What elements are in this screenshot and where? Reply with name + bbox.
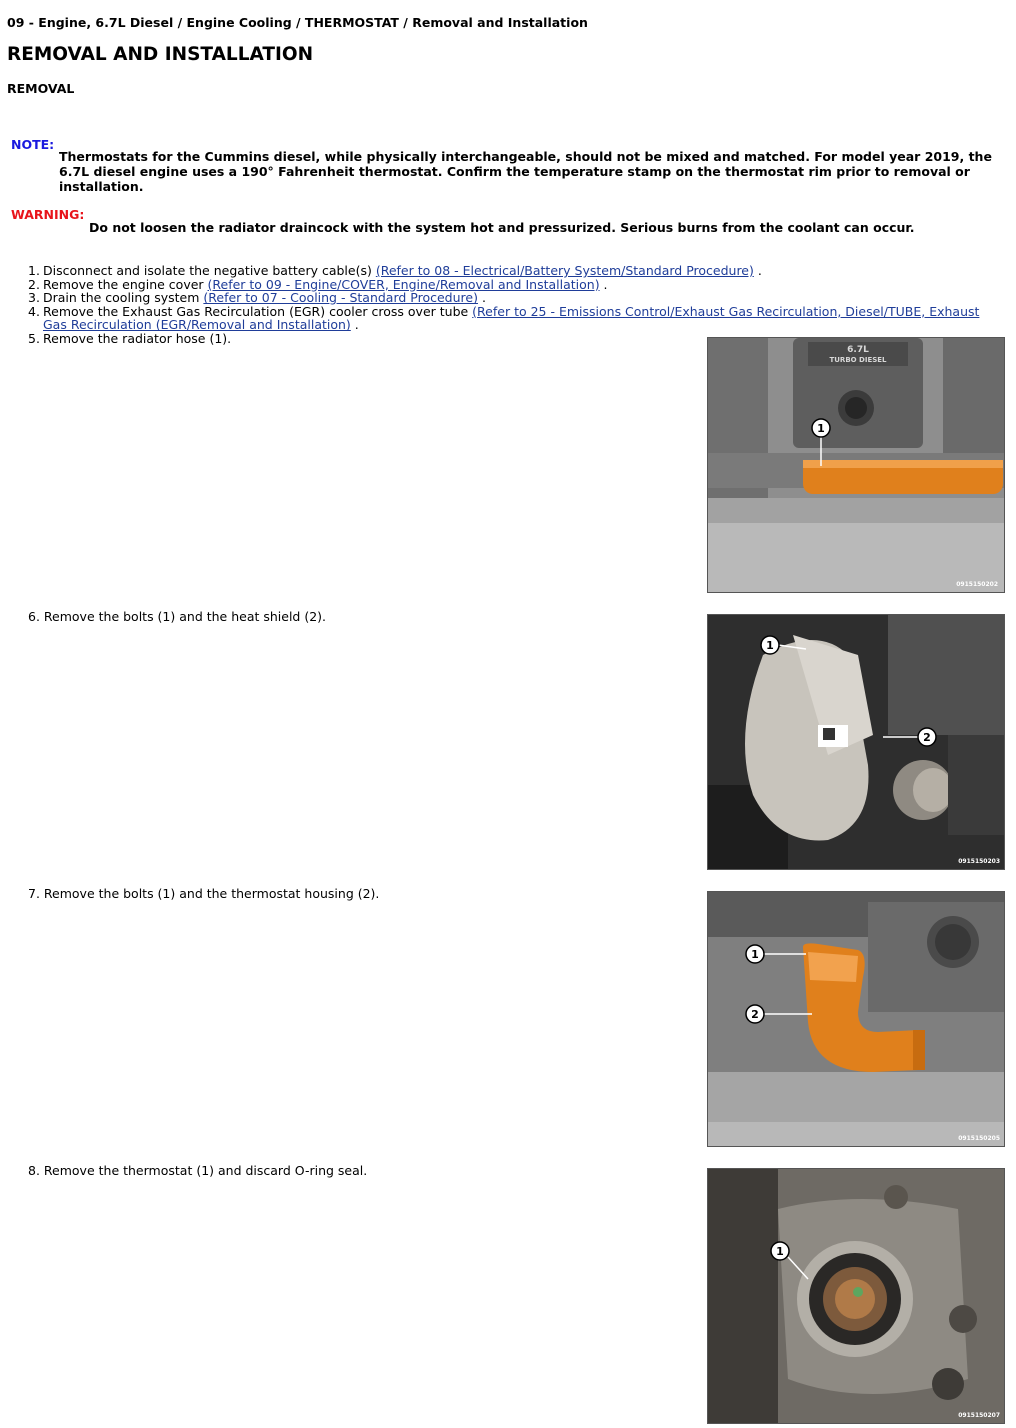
procedure-steps-list: [28, 264, 988, 346]
figure-thermostat-housing: [707, 891, 1005, 1147]
step-text: Disconnect and isolate the negative battery cable(s): [43, 263, 376, 278]
procedure-step-3: [28, 291, 988, 305]
reference-link-cooling-procedure[interactable]: (Refer to 07 - Cooling - Standard Procedure): [203, 290, 478, 306]
step-text: Drain the cooling system: [43, 290, 204, 306]
callout-2: 2: [751, 1008, 759, 1021]
step-punctuation: .: [477, 290, 486, 306]
callout-1: 1: [776, 1245, 784, 1258]
engine-label-size: 6.7L: [847, 345, 869, 355]
figure-radiator-hose: [707, 337, 1005, 593]
figure-id: 0915150207: [958, 1412, 1000, 1419]
step-text: Remove the Exhaust Gas Recirculation (EGR) cooler cross over tube: [43, 303, 473, 319]
step-text: Remove the radiator hose (1).: [43, 330, 232, 346]
note-label: NOTE:: [11, 137, 55, 152]
step-number: 7.: [28, 886, 40, 901]
figure-thermostat: [707, 1168, 1005, 1424]
engine-illustration-3: [708, 892, 1004, 1146]
step-number: 1.: [28, 263, 40, 278]
figure-heat-shield: [707, 614, 1005, 870]
procedure-step-8: [28, 1163, 367, 1178]
figure-id: 0915150203: [958, 858, 1000, 865]
callout-1: 1: [817, 422, 825, 435]
step-number: 5.: [28, 330, 40, 346]
warning-label: WARNING:: [11, 207, 85, 222]
procedure-step-4: [28, 305, 988, 332]
procedure-step-7: [28, 886, 379, 901]
figure-id: 0915150205: [958, 1135, 1000, 1142]
step-number: 3.: [28, 290, 40, 306]
step-text: Remove the bolts (1) and the thermostat housing (2).: [43, 886, 380, 901]
engine-illustration-2: [708, 615, 1004, 869]
figure-id: 0915150202: [956, 581, 998, 588]
reference-link-battery-system[interactable]: (Refer to 08 - Electrical/Battery System/Standard Procedure): [375, 263, 754, 278]
engine-illustration-4: [708, 1169, 1004, 1423]
step-text: Remove the engine cover: [43, 276, 208, 292]
callout-1: 1: [751, 948, 759, 961]
step-number: 4.: [28, 303, 40, 319]
step-number: 2.: [28, 276, 40, 292]
breadcrumb: 09 - Engine, 6.7L Diesel / Engine Cooling / THERMOSTAT / Removal and Installation: [7, 15, 588, 30]
callout-2: 2: [923, 731, 931, 744]
step-punctuation: .: [599, 276, 608, 292]
page-title: REMOVAL AND INSTALLATION: [7, 44, 314, 65]
step-text: Remove the thermostat (1) and discard O-ring seal.: [43, 1163, 368, 1178]
step-punctuation: .: [753, 263, 762, 278]
note-text: Thermostats for the Cummins diesel, while physically interchangeable, should not be mixed and matched. For model year 2019, the 6.7L diesel engine uses a 190° Fahrenheit thermostat. Confirm the temperature stamp on the thermostat rim prior to removal or installation.: [59, 149, 992, 194]
procedure-step-2: [28, 278, 988, 292]
callout-1: 1: [766, 639, 774, 652]
section-heading-removal: REMOVAL: [7, 81, 75, 96]
procedure-step-6: [28, 609, 326, 624]
warning-text: Do not loosen the radiator draincock with the system hot and pressurized. Serious burns from the coolant can occur.: [89, 220, 915, 235]
engine-label-type: TURBO DIESEL: [829, 356, 887, 364]
procedure-step-1: [28, 264, 988, 278]
step-number: 6.: [28, 609, 40, 624]
reference-link-egr-tube[interactable]: (Refer to 25 - Emissions Control/Exhaust Gas Recirculation, Diesel/TUBE, Exhaust Gas Recirculation (EGR/Removal and Installation): [43, 303, 980, 333]
step-number: 8.: [28, 1163, 40, 1178]
step-punctuation: .: [350, 317, 359, 333]
reference-link-engine-cover[interactable]: (Refer to 09 - Engine/COVER, Engine/Removal and Installation): [207, 276, 600, 292]
engine-illustration-1: [708, 338, 1004, 592]
step-text: Remove the bolts (1) and the heat shield (2).: [43, 609, 327, 624]
